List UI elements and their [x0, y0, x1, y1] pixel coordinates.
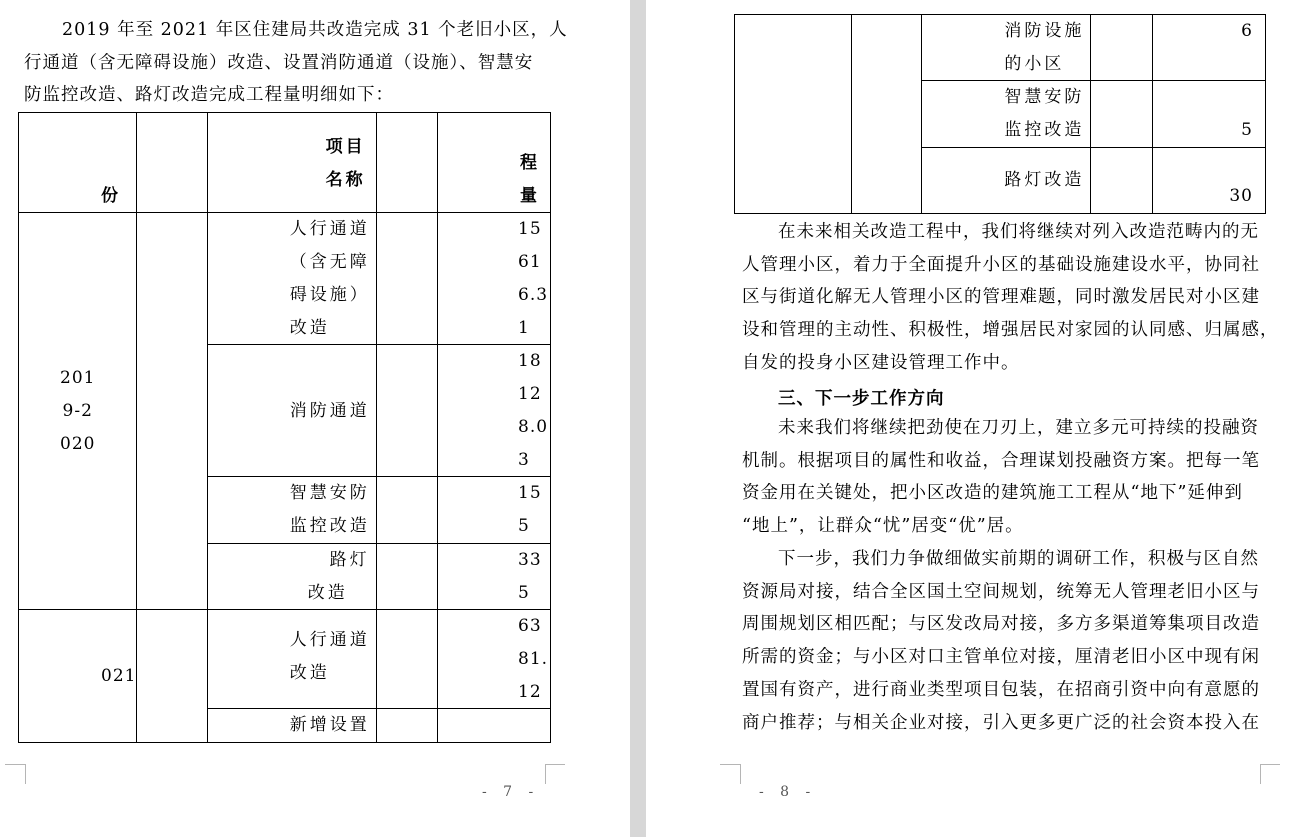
- intro-paragraph: [24, 14, 568, 112]
- text-line: 所需的资金；与小区对口主管单位对接，厘清老旧小区中现有闲: [742, 647, 1260, 668]
- crop-mark: [740, 764, 741, 784]
- name-line: 改造: [307, 582, 348, 603]
- empty-cell: [851, 15, 922, 214]
- name-line: 改造: [289, 662, 330, 683]
- name-line: 改造: [289, 317, 330, 338]
- amount-line: 12: [518, 681, 542, 702]
- amount-line: 33: [518, 549, 542, 570]
- group-year-cell: 021: [19, 610, 137, 743]
- amount-cell: [438, 213, 551, 345]
- crop-mark: [720, 764, 740, 765]
- year-line: 201: [60, 368, 96, 389]
- text-line: 资金用在关键处，把小区改造的建筑施工工程从“地下”延伸到: [742, 483, 1243, 504]
- header-project-name: [207, 113, 376, 213]
- text-line: 设和管理的主动性、积极性，增强居民对家园的认同感、归属感，: [742, 320, 1279, 341]
- text-line: 区与街道化解无人管理小区的管理难题，同时激发居民对小区建: [742, 287, 1260, 308]
- text-line: 资源局对接，结合全区国土空间规划，统筹无人管理老旧小区与: [742, 581, 1260, 602]
- text-line: 在未来相关改造工程中，我们将继续对列入改造范畴内的无: [778, 222, 1259, 242]
- paragraph-next-steps: [742, 543, 1260, 739]
- project-name-cell: [207, 213, 376, 345]
- amount-line: 63: [518, 616, 542, 637]
- text-line: 周围规划区相匹配；与区发改局对接，多方多渠道筹集项目改造: [742, 614, 1260, 635]
- header-empty-cell: [376, 113, 437, 213]
- amount-line: 18: [518, 351, 542, 372]
- name-line: （含无障: [289, 252, 370, 273]
- empty-cell: [1091, 81, 1153, 147]
- amount-cell: [438, 477, 551, 543]
- empty-cell: [376, 477, 437, 543]
- amount-line: 5: [1241, 120, 1253, 141]
- name-line: 人行通道: [289, 630, 370, 651]
- text-line: 人管理小区，着力于全面提升小区的基础设施建设水平，协同社: [742, 254, 1260, 275]
- empty-cell: [376, 213, 437, 345]
- amount-cell: [1153, 15, 1266, 81]
- empty-cell: [137, 610, 207, 743]
- project-name-cell: [207, 709, 376, 743]
- name-line: 的小区: [1004, 53, 1065, 74]
- header-amount-line: 量: [520, 185, 540, 206]
- amount-line: 5: [518, 516, 530, 537]
- amount-cell: [438, 709, 551, 743]
- name-line: 智慧安防: [289, 483, 370, 504]
- project-name-cell: [207, 477, 376, 543]
- works-table-continued: [734, 14, 1266, 214]
- project-name-cell: [207, 610, 376, 709]
- header-amount: [438, 113, 551, 213]
- name-line: 新增设置: [289, 715, 370, 736]
- paragraph-financing: [742, 412, 1260, 543]
- project-name-cell: [207, 345, 376, 477]
- amount-cell: [438, 543, 551, 609]
- crop-mark: [1260, 764, 1280, 765]
- text-line: “地上”，让群众“忧”居变“优”居。: [742, 516, 1024, 537]
- document-page-7: [0, 0, 630, 837]
- empty-cell: [735, 15, 852, 214]
- amount-line: 5: [518, 582, 530, 603]
- section-heading: 三、下一步工作方向: [778, 389, 945, 409]
- amount-line: 8.0: [518, 416, 549, 437]
- name-line: 路灯: [329, 549, 370, 570]
- header-name-line: 项目: [325, 137, 366, 157]
- name-line: 消防通道: [289, 400, 370, 421]
- text-line: 自发的投身小区建设管理工作中。: [742, 352, 1020, 373]
- text-line: 商户推荐；与相关企业对接，引入更多更广泛的社会资本投入在: [742, 712, 1260, 733]
- works-table: [18, 112, 551, 743]
- header-year: 份: [19, 113, 137, 213]
- name-line: 消防设施: [1004, 21, 1085, 41]
- empty-cell: [376, 345, 437, 477]
- crop-mark: [25, 764, 26, 784]
- header-empty-cell: [137, 113, 207, 213]
- amount-line: 30: [1229, 186, 1253, 207]
- project-name-cell: [922, 147, 1091, 213]
- group-year-cell: [19, 213, 137, 610]
- amount-line: 1: [518, 317, 530, 338]
- crop-mark: [5, 764, 25, 765]
- project-name-cell: [922, 81, 1091, 147]
- empty-cell: [376, 610, 437, 709]
- paragraph-future-works: [742, 216, 1279, 380]
- crop-mark: [545, 764, 565, 765]
- text-line: 未来我们将继续把劲使在刀刃上，建立多元可持续的投融资: [778, 418, 1259, 438]
- amount-line: 12: [518, 384, 542, 405]
- amount-line: 61: [518, 252, 542, 273]
- amount-line: 6: [1241, 21, 1253, 41]
- intro-line: 防监控改造、路灯改造完成工程量明细如下：: [24, 85, 394, 106]
- name-line: 智慧安防: [1004, 87, 1085, 108]
- amount-line: 6.3: [518, 284, 549, 305]
- project-name-cell: [207, 543, 376, 609]
- amount-line: 15: [518, 483, 542, 504]
- amount-line: 3: [518, 449, 530, 470]
- amount-line: 15: [518, 219, 542, 240]
- page-number: - 8 -: [759, 784, 817, 800]
- year-line: 020: [60, 433, 96, 454]
- name-line: 监控改造: [289, 516, 370, 537]
- empty-cell: [1091, 15, 1153, 81]
- empty-cell: [376, 543, 437, 609]
- name-line: 碍设施）: [289, 284, 370, 305]
- amount-cell: [438, 345, 551, 477]
- crop-mark: [1260, 764, 1261, 784]
- intro-line: 行通道（含无障碍设施）改造、设置消防通道（设施）、智慧安: [24, 52, 534, 73]
- amount-cell: [1153, 81, 1266, 147]
- text-line: 机制。根据项目的属性和收益，合理谋划投融资方案。把每一笔: [742, 450, 1260, 471]
- intro-line: 2019 年至 2021 年区住建局共改造完成 31 个老旧小区，人: [62, 20, 568, 40]
- name-line: 人行通道: [289, 219, 370, 240]
- project-name-cell: [922, 15, 1091, 81]
- table-row: [19, 213, 551, 345]
- name-line: 路灯改造: [1004, 169, 1085, 190]
- text-line: 置国有资产，进行商业类型项目包装，在招商引资中向有意愿的: [742, 679, 1260, 700]
- header-amount-line: 程: [520, 153, 540, 173]
- empty-cell: [137, 213, 207, 610]
- crop-mark: [545, 764, 546, 784]
- amount-line: 81.: [518, 648, 549, 669]
- table-header-row: [19, 113, 551, 213]
- table-row: [19, 610, 551, 709]
- page-number: - 7 -: [482, 784, 540, 800]
- amount-cell: [438, 610, 551, 709]
- year-line: 9-2: [62, 400, 93, 421]
- empty-cell: [376, 709, 437, 743]
- header-name-line: 名称: [325, 169, 366, 190]
- empty-cell: [1091, 147, 1153, 213]
- table-row: [735, 15, 1266, 81]
- document-page-8: [646, 0, 1304, 837]
- page-gutter: [630, 0, 646, 837]
- text-line: 下一步，我们力争做细做实前期的调研工作，积极与区自然: [778, 549, 1259, 569]
- amount-cell: [1153, 147, 1266, 213]
- name-line: 监控改造: [1004, 120, 1085, 141]
